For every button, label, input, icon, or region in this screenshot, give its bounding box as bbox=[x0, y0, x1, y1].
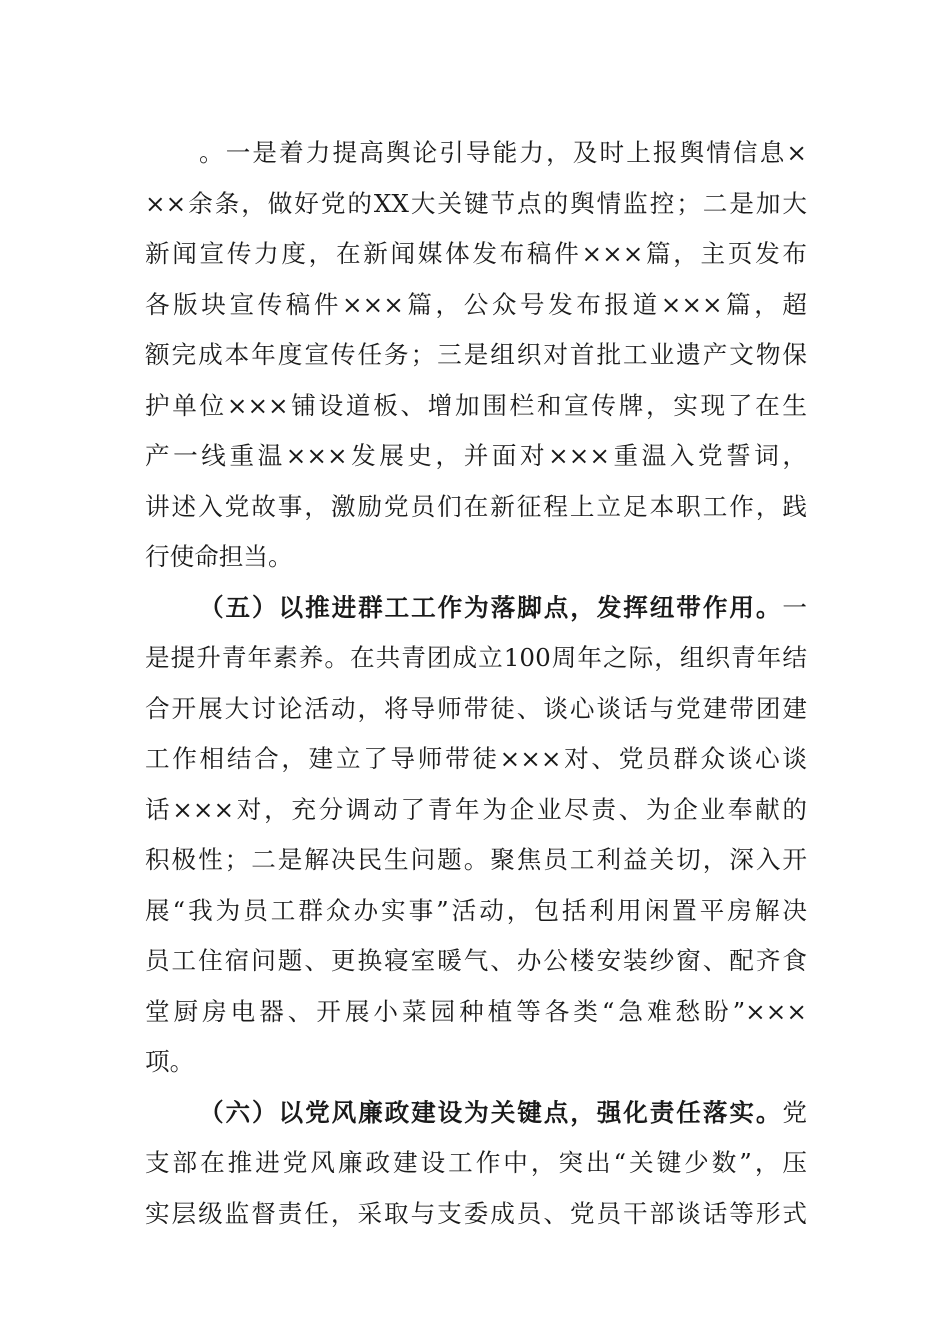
paragraph-line: 是提升青年素养。在共青团成立100周年之际，组织青年结 bbox=[145, 643, 807, 672]
paragraph-line: ××余条，做好党的XX大关键节点的舆情监控；二是加大 bbox=[145, 188, 807, 218]
paragraph-line: 员工住宿问题、更换寝室暖气、办公楼安装纱窗、配齐食 bbox=[145, 946, 807, 975]
paragraph-line: 实层级监督责任，采取与支委成员、党员干部谈话等形式 bbox=[145, 1198, 807, 1228]
paragraph-2 bbox=[145, 583, 807, 1088]
paragraph-1 bbox=[145, 128, 807, 583]
heading-continuation: 党 bbox=[782, 1097, 807, 1127]
section-heading: （五）以推进群工工作为落脚点，发挥纽带作用。 bbox=[199, 592, 783, 622]
paragraph-line: 支部在推进党风廉政建设工作中，突出“关键少数”，压 bbox=[145, 1148, 807, 1177]
paragraph-line: 堂厨房电器、开展小菜园种植等各类“急难愁盼”××× bbox=[145, 996, 807, 1026]
paragraph-line: 各版块宣传稿件×××篇，公众号发布报道×××篇，超 bbox=[145, 289, 807, 319]
paragraph-line: 额完成本年度宣传任务；三是组织对首批工业遗产文物保 bbox=[145, 340, 807, 369]
paragraph-line: 产一线重温×××发展史，并面对×××重温入党誓词， bbox=[145, 441, 807, 470]
paragraph-first-line bbox=[145, 1088, 807, 1139]
section-heading: （六）以党风廉政建设为关键点，强化责任落实。 bbox=[199, 1097, 783, 1127]
paragraph-line: 护单位×××铺设道板、增加围栏和宣传牌，实现了在生 bbox=[145, 390, 807, 420]
paragraph-line: 新闻宣传力度，在新闻媒体发布稿件×××篇，主页发布 bbox=[145, 239, 807, 268]
paragraph-line: 。一是着力提高舆论引导能力，及时上报舆情信息× bbox=[199, 138, 807, 167]
paragraph-line: 展“我为员工群众办实事”活动，包括利用闲置平房解决 bbox=[145, 895, 807, 925]
paragraph-line: 话×××对，充分调动了青年为企业尽责、为企业奉献的 bbox=[145, 794, 807, 824]
paragraph-line: 项。 bbox=[145, 1047, 195, 1076]
paragraph-line: 合开展大讨论活动，将导师带徒、谈心谈话与党建带团建 bbox=[145, 693, 807, 723]
paragraph-line: 讲述入党故事，激励党员们在新征程上立足本职工作，践 bbox=[145, 491, 807, 521]
document-body bbox=[145, 128, 807, 1239]
paragraph-line: 工作相结合，建立了导师带徒×××对、党员群众谈心谈 bbox=[145, 744, 807, 773]
paragraph-first-line bbox=[145, 583, 807, 634]
paragraph-3 bbox=[145, 1088, 807, 1240]
heading-continuation: 一 bbox=[782, 592, 807, 622]
paragraph-line: 积极性；二是解决民生问题。聚焦员工利益关切，深入开 bbox=[145, 845, 807, 874]
paragraph-line: 行使命担当。 bbox=[145, 542, 293, 571]
